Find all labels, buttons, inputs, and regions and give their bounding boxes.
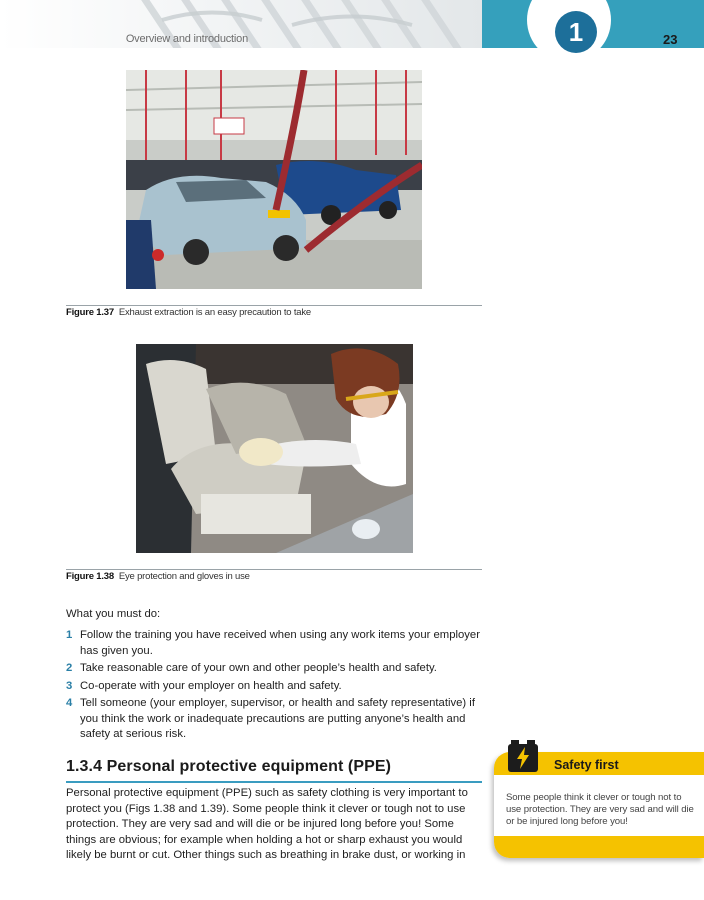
figure-1-38-caption bbox=[66, 571, 250, 582]
figure-label: Figure 1.37 bbox=[66, 307, 114, 318]
battery-terminal-icon bbox=[527, 740, 535, 745]
safety-bottom-bar bbox=[494, 836, 704, 858]
section-heading: 1.3.4 Personal protective equipment (PPE) bbox=[66, 758, 392, 775]
list-intro: What you must do: bbox=[66, 608, 161, 620]
safety-first-box bbox=[494, 740, 704, 860]
list-item bbox=[66, 661, 486, 677]
figure-caption-text: Exhaust extraction is an easy precaution to take bbox=[118, 307, 311, 318]
list-number: 4 bbox=[66, 697, 73, 709]
list-item bbox=[66, 696, 486, 743]
figure-1-37-caption bbox=[66, 307, 311, 318]
header-band bbox=[0, 0, 482, 48]
list-number: 1 bbox=[66, 629, 73, 641]
running-title: Overview and introduction bbox=[125, 33, 248, 45]
safety-title: Safety first bbox=[554, 758, 619, 772]
figure-label: Figure 1.38 bbox=[66, 571, 114, 582]
figure-caption-text: Eye protection and gloves in use bbox=[118, 571, 250, 582]
list-item bbox=[66, 679, 486, 695]
list-text: Follow the training you have received when using any work items your employer has given you. bbox=[80, 629, 480, 657]
bolt-glyph-icon bbox=[513, 746, 533, 770]
battery-terminal-icon bbox=[511, 740, 519, 745]
section-body: Personal protective equipment (PPE) such as safety clothing is very important to protect you (Figs 1.38 and 1.39). Some people think it clever or tough not to use protection. They are very sad and will die or be injured long before you! Some things are obvious; for example when holding a hot or sharp exhaust you would likely be burnt or cut. Other things such as breathing in brake dust, or working in bbox=[66, 787, 468, 862]
figure-1-37-photo bbox=[126, 70, 422, 289]
page-number: 23 bbox=[663, 32, 678, 47]
list-item bbox=[66, 628, 486, 659]
safety-text: Some people think it clever or tough not to use protection. They are very sad and will die or be injured long before you! bbox=[506, 792, 694, 827]
list-text: Tell someone (your employer, supervisor, or health and safety representative) if you think the work or inadequate precautions are putting anyone’s health and safety at serious risk. bbox=[80, 697, 475, 740]
list-number: 3 bbox=[66, 679, 73, 692]
caption-rule bbox=[66, 305, 482, 306]
caption-rule bbox=[66, 569, 482, 570]
figure-1-38-photo bbox=[136, 344, 413, 553]
list-text: Co-operate with your employer on health and safety. bbox=[80, 679, 342, 692]
section-rule bbox=[66, 781, 482, 783]
duties-list bbox=[66, 628, 486, 745]
chapter-number: 1 bbox=[555, 11, 597, 53]
list-number: 2 bbox=[66, 662, 73, 674]
list-text: Take reasonable care of your own and other people’s health and safety. bbox=[80, 662, 437, 674]
lightning-bolt-icon bbox=[508, 744, 538, 772]
